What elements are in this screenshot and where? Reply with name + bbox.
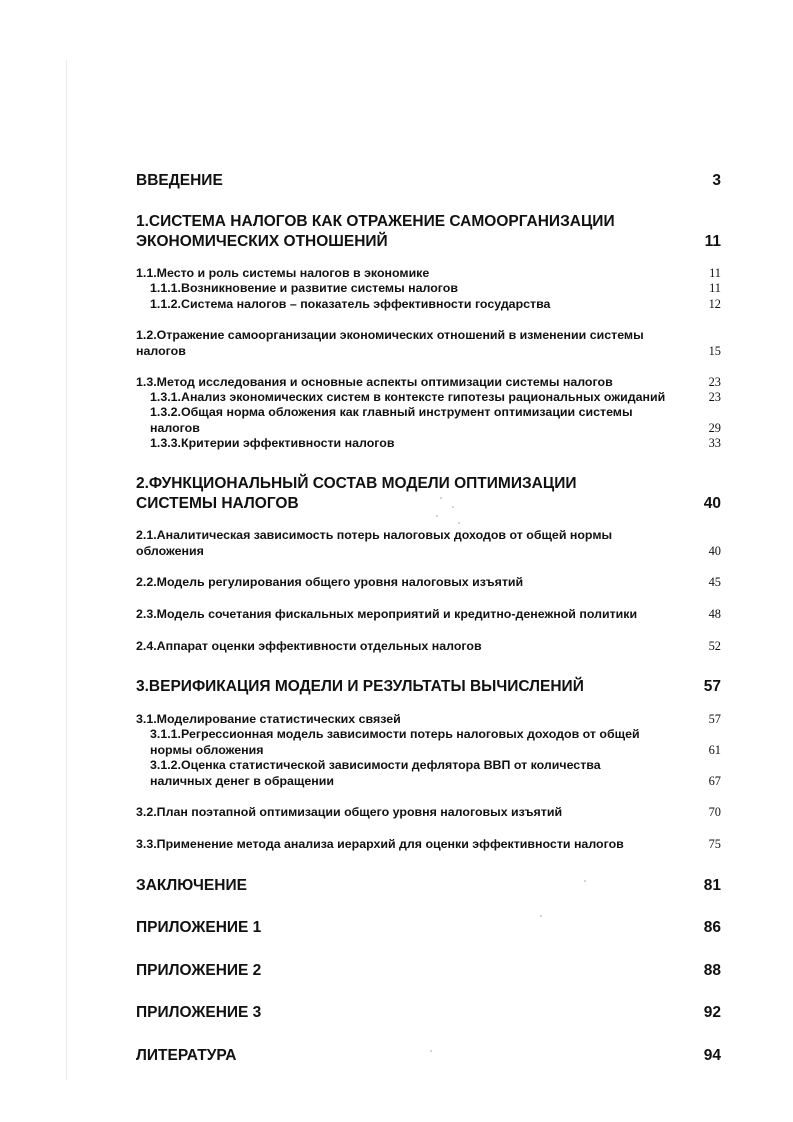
toc-entry-page: 33 xyxy=(708,436,721,450)
toc-entry-title: ПРИЛОЖЕНИЕ 3 xyxy=(136,1004,262,1021)
toc-entry-title: 1.1.Место и роль системы налогов в экономике xyxy=(136,266,430,280)
toc-entry-title: 3.2.План поэтапной оптимизации общего уровня налоговых изъятий xyxy=(136,805,563,819)
toc-entry-appendix-2 xyxy=(136,961,721,981)
toc-entry-title: ВВЕДЕНИЕ xyxy=(136,172,223,189)
toc-entry-page: 45 xyxy=(708,575,721,589)
toc-entry-subsection-1-3-3 xyxy=(136,436,721,452)
toc-entry-title: 1.3.1.Анализ экономических систем в контексте гипотезы рациональных ожиданий xyxy=(150,390,666,404)
toc-entry-chapter-1 xyxy=(136,212,721,252)
toc-entry-page: 48 xyxy=(708,607,721,621)
toc-entry-page: 15 xyxy=(708,343,721,358)
toc-entry-subsection-1-3-1 xyxy=(136,390,721,406)
toc-entry-section-1-1 xyxy=(136,266,721,282)
toc-entry-title: 2.2.Модель регулирования общего уровня налоговых изъятий xyxy=(136,575,524,589)
toc-entry-subsection-1-1-1 xyxy=(136,281,721,297)
toc-entry-page: 52 xyxy=(708,639,721,653)
toc-entry-page: 75 xyxy=(708,837,721,851)
toc-entry-subsection-1-3-2 xyxy=(136,405,721,436)
toc-entry-subsection-1-1-2 xyxy=(136,297,721,313)
toc-entry-page: 94 xyxy=(703,1047,721,1064)
toc-entry-title: 2.1.Аналитическая зависимость потерь налоговых доходов от общей нормы обложения xyxy=(136,528,613,558)
toc-entry-title: 1.2.Отражение самоорганизации экономических отношений в изменении системы налогов xyxy=(136,328,644,358)
toc-entry-page: 81 xyxy=(703,877,721,894)
toc-entry-section-3-3 xyxy=(136,837,721,853)
toc-entry-title: 3.1.1.Регрессионная модель зависимости потерь налоговых доходов от общей нормы обложения xyxy=(150,727,640,757)
toc-entry-section-1-2 xyxy=(136,328,721,359)
toc-entry-title: 3.ВЕРИФИКАЦИЯ МОДЕЛИ И РЕЗУЛЬТАТЫ ВЫЧИСЛЕНИЙ xyxy=(136,678,584,695)
toc-entry-title: 1.СИСТЕМА НАЛОГОВ КАК ОТРАЖЕНИЕ САМООРГАНИЗАЦИИ ЭКОНОМИЧЕСКИХ ОТНОШЕНИЙ xyxy=(136,213,615,250)
scan-speck xyxy=(436,515,438,517)
toc-entry-appendix-3 xyxy=(136,1003,721,1023)
toc-entry-page: 61 xyxy=(708,742,721,757)
toc-entry-title: ПРИЛОЖЕНИЕ 2 xyxy=(136,962,262,979)
toc-entry-page: 29 xyxy=(708,420,721,435)
toc-entry-title: 1.3.3.Критерии эффективности налогов xyxy=(150,436,395,450)
toc-entry-section-2-4 xyxy=(136,639,721,655)
scan-speck xyxy=(430,1050,432,1052)
toc-entry-page: 88 xyxy=(703,962,721,979)
toc-entry-page: 67 xyxy=(708,773,721,788)
toc-entry-page: 92 xyxy=(703,1004,721,1021)
toc-entry-subsection-3-1-2 xyxy=(136,758,721,789)
toc-entry-section-3-1 xyxy=(136,712,721,728)
scan-speck xyxy=(584,880,586,882)
toc-entry-title: 1.3.Метод исследования и основные аспекты оптимизации системы налогов xyxy=(136,375,613,389)
toc-entry-section-2-1 xyxy=(136,528,721,559)
toc-entry-title: 2.ФУНКЦИОНАЛЬНЫЙ СОСТАВ МОДЕЛИ ОПТИМИЗАЦИИ СИСТЕМЫ НАЛОГОВ xyxy=(136,475,577,512)
toc-entry-subsection-3-1-1 xyxy=(136,727,721,758)
toc-entry-page: 11 xyxy=(704,233,721,250)
toc-entry-title: 1.1.2.Система налогов – показатель эффективности государства xyxy=(150,297,551,311)
toc-entry-page: 11 xyxy=(709,281,721,295)
toc-entry-section-2-2 xyxy=(136,575,721,591)
toc-entry-title: 1.3.2.Общая норма обложения как главный инструмент оптимизации системы налогов xyxy=(150,405,633,435)
scan-speck xyxy=(540,915,542,917)
toc-entry-introduction xyxy=(136,171,721,191)
toc-entry-section-3-2 xyxy=(136,805,721,821)
toc-entry-page: 70 xyxy=(708,805,721,819)
page-edge-shadow xyxy=(66,60,67,1080)
toc-entry-page: 12 xyxy=(708,297,721,311)
toc-entry-page: 23 xyxy=(708,390,721,404)
toc-entry-title: 3.3.Применение метода анализа иерархий для оценки эффективности налогов xyxy=(136,837,624,851)
toc-entry-page: 11 xyxy=(709,266,721,280)
toc-entry-appendix-1 xyxy=(136,918,721,938)
toc-entry-page: 57 xyxy=(703,678,721,695)
toc-entry-conclusion xyxy=(136,876,721,896)
toc-entry-page: 86 xyxy=(703,919,721,936)
toc-entry-section-1-3 xyxy=(136,375,721,391)
toc-entry-page: 40 xyxy=(708,543,721,558)
toc-entry-chapter-2 xyxy=(136,474,721,514)
toc-entry-references xyxy=(136,1046,721,1066)
toc-entry-chapter-3 xyxy=(136,677,721,697)
toc-entry-title: 2.4.Аппарат оценки эффективности отдельных налогов xyxy=(136,639,482,653)
toc-entry-title: ЛИТЕРАТУРА xyxy=(136,1047,237,1064)
toc-entry-page: 3 xyxy=(712,172,721,189)
toc-entry-title: ЗАКЛЮЧЕНИЕ xyxy=(136,877,247,894)
toc-entry-page: 57 xyxy=(708,712,721,726)
toc-entry-title: 3.1.Моделирование статистических связей xyxy=(136,712,401,726)
scan-speck xyxy=(452,506,454,508)
scan-speck xyxy=(458,522,460,524)
scan-speck xyxy=(440,497,442,499)
toc-entry-title: 3.1.2.Оценка статистической зависимости дефлятора ВВП от количества наличных денег в обращении xyxy=(150,758,601,788)
toc-entry-title: 2.3.Модель сочетания фискальных мероприятий и кредитно-денежной политики xyxy=(136,607,638,621)
toc-entry-section-2-3 xyxy=(136,607,721,623)
toc-entry-title: ПРИЛОЖЕНИЕ 1 xyxy=(136,919,262,936)
toc-entry-page: 40 xyxy=(703,495,721,512)
toc-entry-title: 1.1.1.Возникновение и развитие системы налогов xyxy=(150,281,458,295)
toc-entry-page: 23 xyxy=(708,375,721,389)
